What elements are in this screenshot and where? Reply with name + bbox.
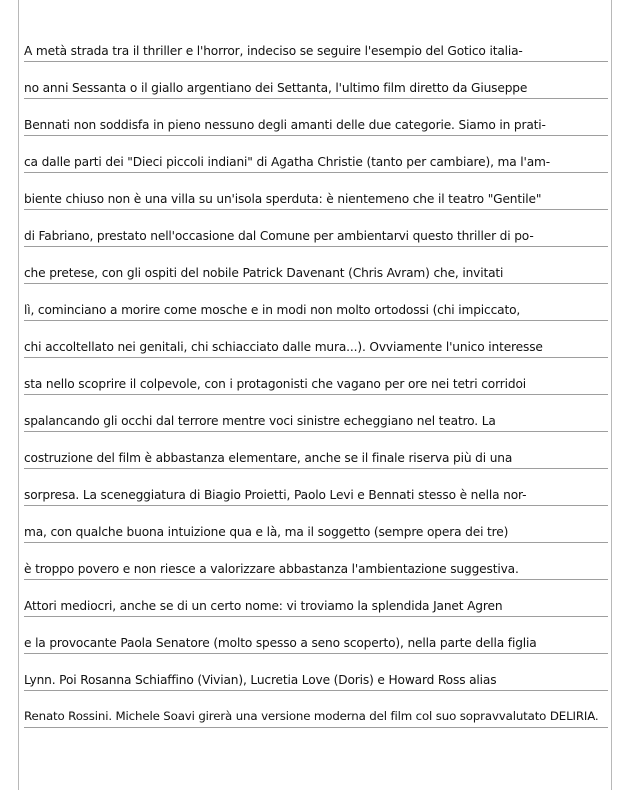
text-line — [24, 210, 608, 247]
text-line-content: Attori mediocri, anche se di un certo nome: vi troviamo la splendida Janet Agren — [24, 598, 503, 613]
text-line — [24, 432, 608, 469]
text-line — [24, 469, 608, 506]
text-line — [24, 358, 608, 395]
text-line — [24, 173, 608, 210]
text-line — [24, 691, 608, 728]
text-line-content: che pretese, con gli ospiti del nobile Patrick Davenant (Chris Avram) che, invitati — [24, 265, 504, 280]
text-line-content: è troppo povero e non riesce a valorizzare abbastanza l'ambientazione suggestiva. — [24, 561, 519, 576]
left-margin-line — [18, 0, 19, 790]
text-line-content: ma, con qualche buona intuizione qua e là, ma il soggetto (sempre opera dei tre) — [24, 524, 509, 539]
text-line-content: sorpresa. La sceneggiatura di Biagio Proietti, Paolo Levi e Bennati stesso è nella nor- — [24, 487, 527, 502]
text-line — [24, 284, 608, 321]
text-line-content: lì, cominciano a morire come mosche e in modi non molto ortodossi (chi impiccato, — [24, 302, 521, 317]
text-line-content: no anni Sessanta o il giallo argentiano dei Settanta, l'ultimo film diretto da Giuseppe — [24, 80, 528, 95]
text-line-content: biente chiuso non è una villa su un'isola sperduta: è nientemeno che il teatro "Gentile" — [24, 191, 542, 206]
text-line-content: Renato Rossini. Michele Soavi girerà una versione moderna del film col suo sopravvalutato DELIRIA. — [24, 709, 599, 724]
right-margin-line — [611, 0, 612, 790]
text-line — [24, 99, 608, 136]
text-line — [24, 543, 608, 580]
text-line-content: ca dalle parti dei "Dieci piccoli indiani" di Agatha Christie (tanto per cambiare), ma l'am- — [24, 154, 551, 169]
text-line-content: A metà strada tra il thriller e l'horror, indeciso se seguire l'esempio del Gotico italia- — [24, 43, 523, 58]
text-line — [24, 247, 608, 284]
handwritten-text-block — [24, 0, 608, 728]
text-line-content: Lynn. Poi Rosanna Schiaffino (Vivian), Lucretia Love (Doris) e Howard Ross alias — [24, 672, 497, 687]
text-line-content: sta nello scoprire il colpevole, con i protagonisti che vagano per ore nei tetri corridoi — [24, 376, 526, 391]
text-line-content: costruzione del film è abbastanza elementare, anche se il finale riserva più di una — [24, 450, 513, 465]
text-line — [24, 321, 608, 358]
text-line — [24, 654, 608, 691]
text-line-content: chi accoltellato nei genitali, chi schiacciato dalle mura...). Ovviamente l'unico interesse — [24, 339, 543, 354]
text-line — [24, 62, 608, 99]
text-line — [24, 0, 608, 62]
text-line-content: e la provocante Paola Senatore (molto spesso a seno scoperto), nella parte della figlia — [24, 635, 537, 650]
text-line — [24, 395, 608, 432]
text-line — [24, 617, 608, 654]
text-line — [24, 506, 608, 543]
text-line — [24, 580, 608, 617]
text-line-content: spalancando gli occhi dal terrore mentre voci sinistre echeggiano nel teatro. La — [24, 413, 496, 428]
text-line-content: di Fabriano, prestato nell'occasione dal Comune per ambientarvi questo thriller di po- — [24, 228, 534, 243]
text-line — [24, 136, 608, 173]
text-line-content: Bennati non soddisfa in pieno nessuno degli amanti delle due categorie. Siamo in prati- — [24, 117, 546, 132]
